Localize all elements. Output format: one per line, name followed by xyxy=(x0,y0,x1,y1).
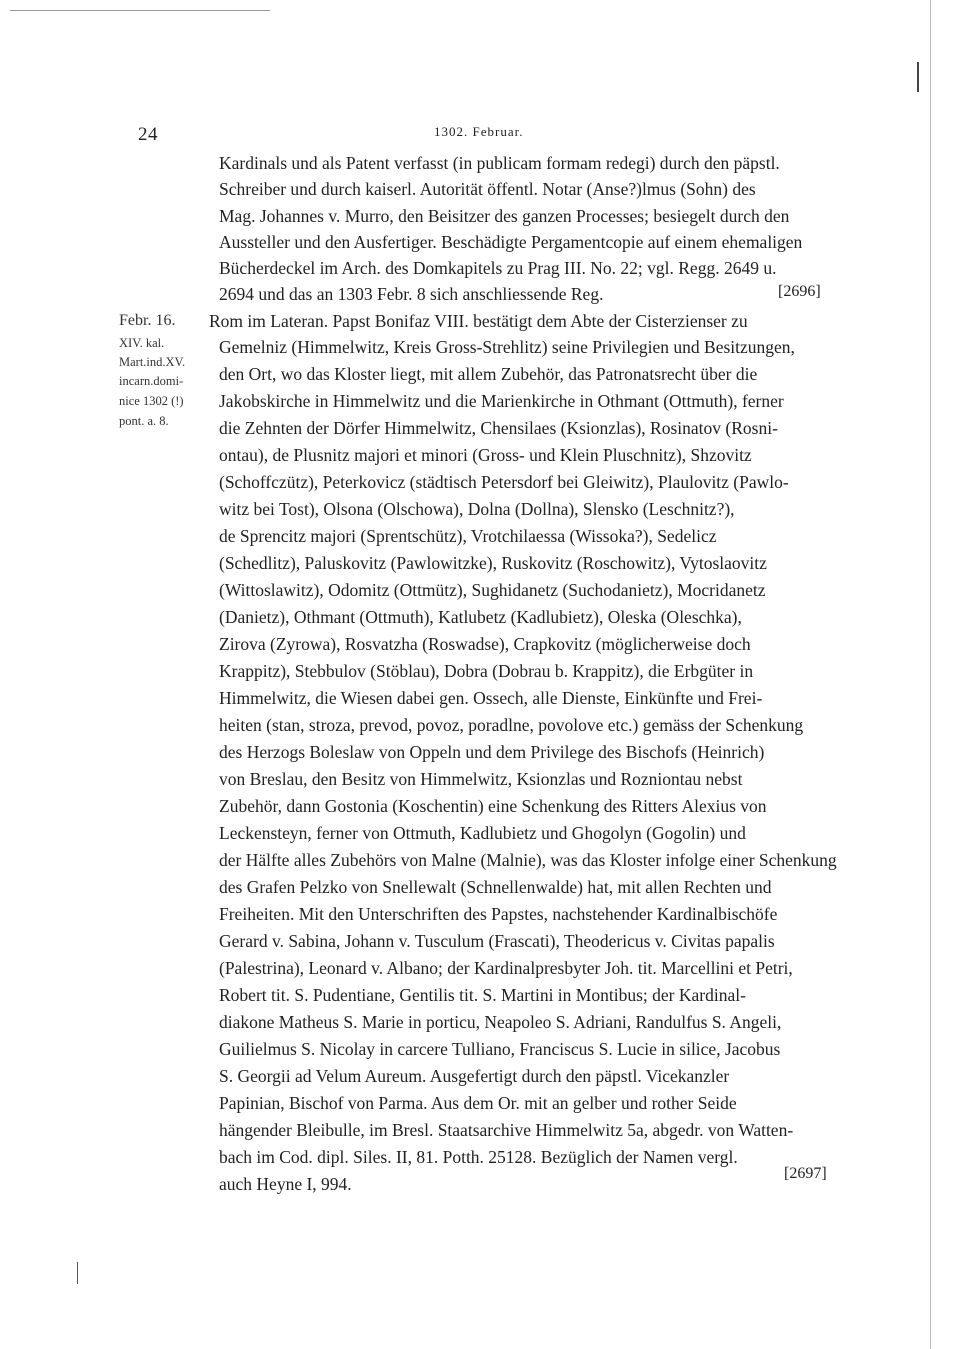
text-line: (Palestrina), Leonard v. Albano; der Kardinalpresbyter Joh. tit. Marcellini et Petri, xyxy=(219,958,793,978)
text-line: Zubehör, dann Gostonia (Koschentin) eine Schenkung des Ritters Alexius von xyxy=(219,796,767,816)
text-line: de Sprencitz majori (Sprentschütz), Vrotchilaessa (Wissoka?), Sedelicz xyxy=(219,526,717,546)
text-line: diakone Matheus S. Marie in porticu, Neapoleo S. Adriani, Randulfus S. Angeli, xyxy=(219,1012,782,1032)
text-line: Gemelniz (Himmelwitz, Kreis Gross-Strehlitz) seine Privilegien und Besitzungen, xyxy=(219,337,795,357)
running-head: 1302. Februar. xyxy=(434,124,524,139)
text-line: Aussteller und den Ausfertiger. Beschädigte Pergamentcopie auf einem ehemaligen xyxy=(219,232,803,252)
text-line: S. Georgii ad Velum Aureum. Ausgefertigt durch den päpstl. Vicekanzler xyxy=(219,1066,730,1086)
text-line: Papinian, Bischof von Parma. Aus dem Or. mit an gelber und rother Seide xyxy=(219,1093,737,1113)
text-line: des Grafen Pelzko von Snellewalt (Schnellenwalde) hat, mit allen Rechten und xyxy=(219,877,772,897)
register-number: [2696] xyxy=(778,283,821,300)
text-line: Guilielmus S. Nicolay in carcere Tulliano, Franciscus S. Lucie in silice, Jacobus xyxy=(219,1039,781,1059)
text-line: die Zehnten der Dörfer Himmelwitz, Chensilaes (Ksionzlas), Rosinatov (Rosni- xyxy=(219,418,778,438)
text-line: ontau), de Plusnitz majori et minori (Gross- und Klein Pluschnitz), Shzovitz xyxy=(219,445,752,465)
scan-mark-bottom-left xyxy=(77,1262,78,1284)
text-line: Schreiber und durch kaiserl. Autorität öffentl. Notar (Anse?)lmus (Sohn) des xyxy=(219,179,756,199)
text-line: Rom im Lateran. Papst Bonifaz VIII. bestätigt dem Abte der Cisterzienser zu xyxy=(209,311,748,331)
text-line: Leckensteyn, ferner von Ottmuth, Kadlubietz und Ghogolyn (Gogolin) und xyxy=(219,823,746,843)
text-line: (Danietz), Othmant (Ottmuth), Katlubetz (Kadlubietz), Oleska (Oleschka), xyxy=(219,607,742,627)
scan-mark-right xyxy=(917,62,919,92)
text-line: hängender Bleibulle, im Bresl. Staatsarchive Himmelwitz 5a, abgedr. von Watten- xyxy=(219,1120,794,1140)
text-line: heiten (stan, stroza, prevod, povoz, poradlne, povolove etc.) gemäss der Schenkung xyxy=(219,715,804,735)
margin-date: Febr. 16. xyxy=(119,312,176,329)
text-line: (Schedlitz), Paluskovitz (Pawlowitzke), Ruskovitz (Roschowitz), Vytoslaovitz xyxy=(219,553,767,573)
text-line: Zirova (Zyrowa), Rosvatzha (Roswadse), Crapkovitz (möglicherweise doch xyxy=(219,634,751,654)
text-line: (Schoffczütz), Peterkovicz (städtisch Petersdorf bei Gleiwitz), Plaulovitz (Pawlo- xyxy=(219,472,789,492)
text-line: auch Heyne I, 994. xyxy=(219,1174,352,1194)
margin-note-line: incarn.domi- xyxy=(119,374,184,388)
text-line: Himmelwitz, die Wiesen dabei gen. Ossech, alle Dienste, Einkünfte und Frei- xyxy=(219,688,763,708)
text-line: 2694 und das an 1303 Febr. 8 sich anschliessende Reg. xyxy=(219,284,604,304)
scan-top-smudge xyxy=(10,10,270,11)
margin-note-line: nice 1302 (!) xyxy=(119,394,184,408)
text-line: Gerard v. Sabina, Johann v. Tusculum (Frascati), Theodericus v. Civitas papalis xyxy=(219,931,775,951)
text-line: witz bei Tost), Olsona (Olschowa), Dolna (Dollna), Slensko (Leschnitz?), xyxy=(219,499,735,519)
margin-note-line: XIV. kal. xyxy=(119,336,165,350)
text-line: von Breslau, den Besitz von Himmelwitz, Ksionzlas und Rozniontau nebst xyxy=(219,769,743,789)
text-line: Krappitz), Stebbulov (Stöblau), Dobra (Dobrau b. Krappitz), die Erbgüter in xyxy=(219,661,754,681)
text-line: Kardinals und als Patent verfasst (in publicam formam redegi) durch den päpstl. xyxy=(219,153,780,173)
text-line: der Hälfte alles Zubehörs von Malne (Malnie), was das Kloster infolge einer Schenkung xyxy=(219,850,837,870)
scan-edge-line xyxy=(930,0,931,1349)
text-line: Robert tit. S. Pudentiane, Gentilis tit. S. Martini in Montibus; der Kardinal- xyxy=(219,985,746,1005)
text-line: Mag. Johannes v. Murro, den Beisitzer des ganzen Processes; besiegelt durch den xyxy=(219,206,790,226)
margin-note-line: pont. a. 8. xyxy=(119,414,169,428)
text-line: Freiheiten. Mit den Unterschriften des Papstes, nachstehender Kardinalbischöfe xyxy=(219,904,778,924)
margin-note-line: Mart.ind.XV. xyxy=(119,355,186,369)
text-line: (Wittoslawitz), Odomitz (Ottmütz), Sughidanetz (Suchodanietz), Mocridanetz xyxy=(219,580,766,600)
text-line: den Ort, wo das Kloster liegt, mit allem Zubehör, das Patronatsrecht über die xyxy=(219,364,758,384)
register-number: [2697] xyxy=(784,1165,827,1182)
text-line: bach im Cod. dipl. Siles. II, 81. Potth. 25128. Bezüglich der Namen vergl. xyxy=(219,1147,738,1167)
text-line: Jakobskirche in Himmelwitz und die Marienkirche in Othmant (Ottmuth), ferner xyxy=(219,391,784,411)
text-line: des Herzogs Boleslaw von Oppeln und dem Privilege des Bischofs (Heinrich) xyxy=(219,742,765,762)
text-line: Bücherdeckel im Arch. des Domkapitels zu Prag III. No. 22; vgl. Regg. 2649 u. xyxy=(219,258,777,278)
page-number: 24 xyxy=(138,124,158,145)
